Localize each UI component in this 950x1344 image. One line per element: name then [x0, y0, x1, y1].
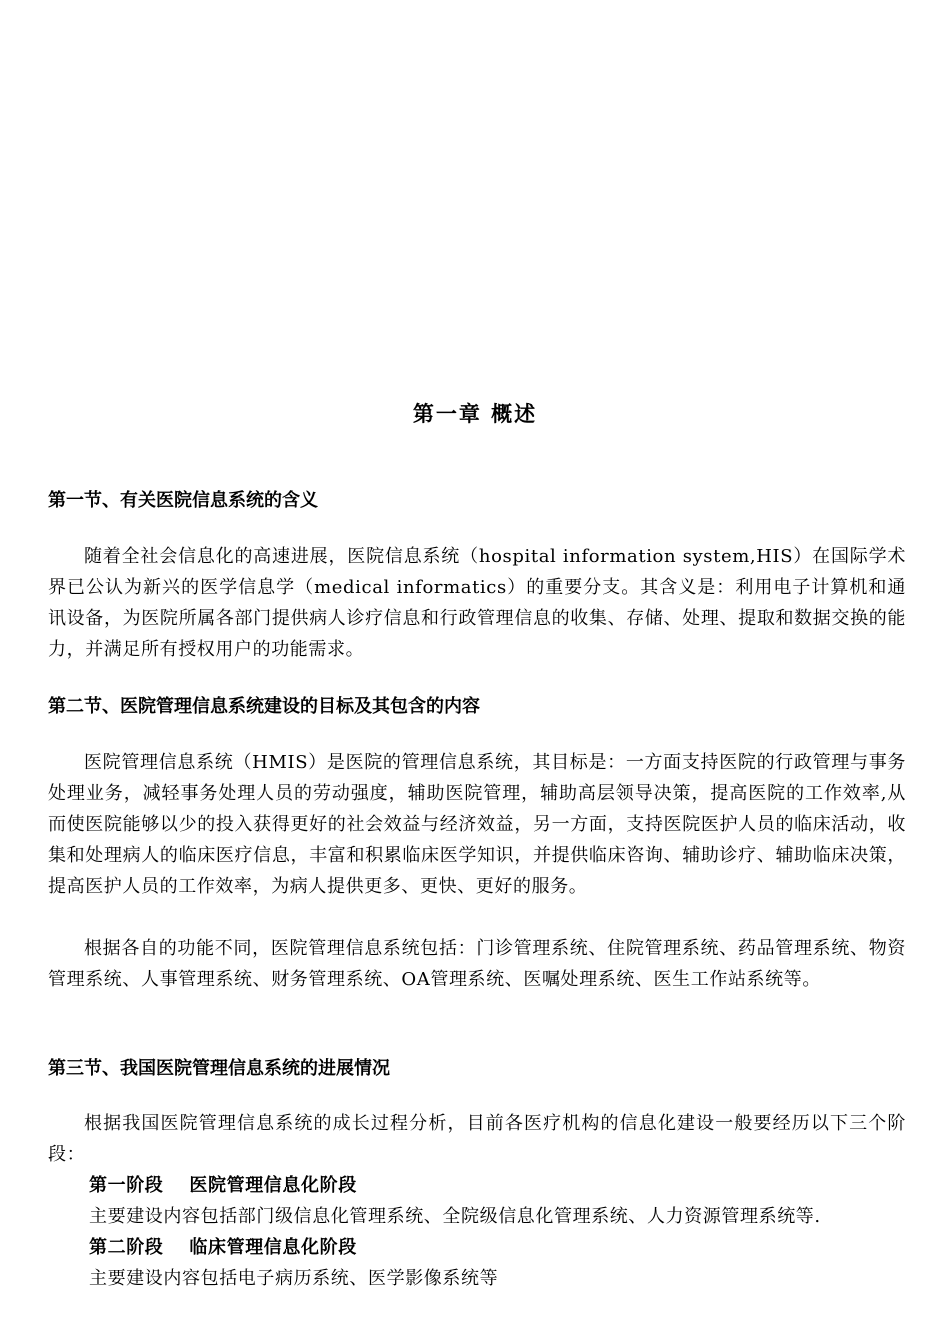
chapter-title: 第一章 概述 — [412, 401, 538, 426]
section-1-heading: 第一节、有关医院信息系统的含义 — [48, 490, 318, 511]
section-1-paragraph-1: 随着全社会信息化的高速进展，医院信息系统（hospital information system,HIS）在国际学术界已公认为新兴的医学信息学（medical informatics）的重要分支。其含义是：利用电子计算机和通讯设备，为医院所属各部门提供病人诊疗信息和行政管理信息的收集、存储、处理、提取和数据交换的能力，并满足所有授权用户的功能需求。 — [48, 546, 906, 660]
section-3-paragraph-1: 根据我国医院管理信息系统的成长过程分析，目前各医疗机构的信息化建设一般要经历以下三个阶段： — [48, 1113, 906, 1165]
section-3-heading: 第三节、我国医院管理信息系统的进展情况 — [48, 1058, 390, 1079]
stage-1-name: 医院管理信息化阶段 — [189, 1175, 357, 1196]
stage-1-heading — [89, 1170, 357, 1201]
stage-2-name: 临床管理信息化阶段 — [189, 1237, 357, 1258]
stage-1-content: 主要建设内容包括部门级信息化管理系统、全院级信息化管理系统、人力资源管理系统等. — [89, 1206, 821, 1227]
stage-1-label: 第一阶段 — [89, 1175, 164, 1196]
section-2-heading: 第二节、医院管理信息系统建设的目标及其包含的内容 — [48, 696, 480, 717]
stage-2-content: 主要建设内容包括电子病历系统、医学影像系统等 — [89, 1268, 499, 1289]
section-2-paragraph-2: 根据各自的功能不同，医院管理信息系统包括：门诊管理系统、住院管理系统、药品管理系统、物资管理系统、人事管理系统、财务管理系统、OA管理系统、医嘱处理系统、医生工作站系统等。 — [48, 938, 906, 990]
stage-2-heading — [89, 1232, 357, 1263]
stage-2-label: 第二阶段 — [89, 1237, 164, 1258]
section-2-paragraph-1: 医院管理信息系统（HMIS）是医院的管理信息系统，其目标是：一方面支持医院的行政管理与事务处理业务，减轻事务处理人员的劳动强度，辅助医院管理，辅助高层领导决策，提高医院的工作效率,从而使医院能够以少的投入获得更好的社会效益与经济效益，另一方面，支持医院医护人员的临床活动，收集和处理病人的临床医疗信息，丰富和积累临床医学知识，并提供临床咨询、辅助诊疗、辅助临床决策，提高医护人员的工作效率，为病人提供更多、更快、更好的服务。 — [48, 752, 906, 897]
